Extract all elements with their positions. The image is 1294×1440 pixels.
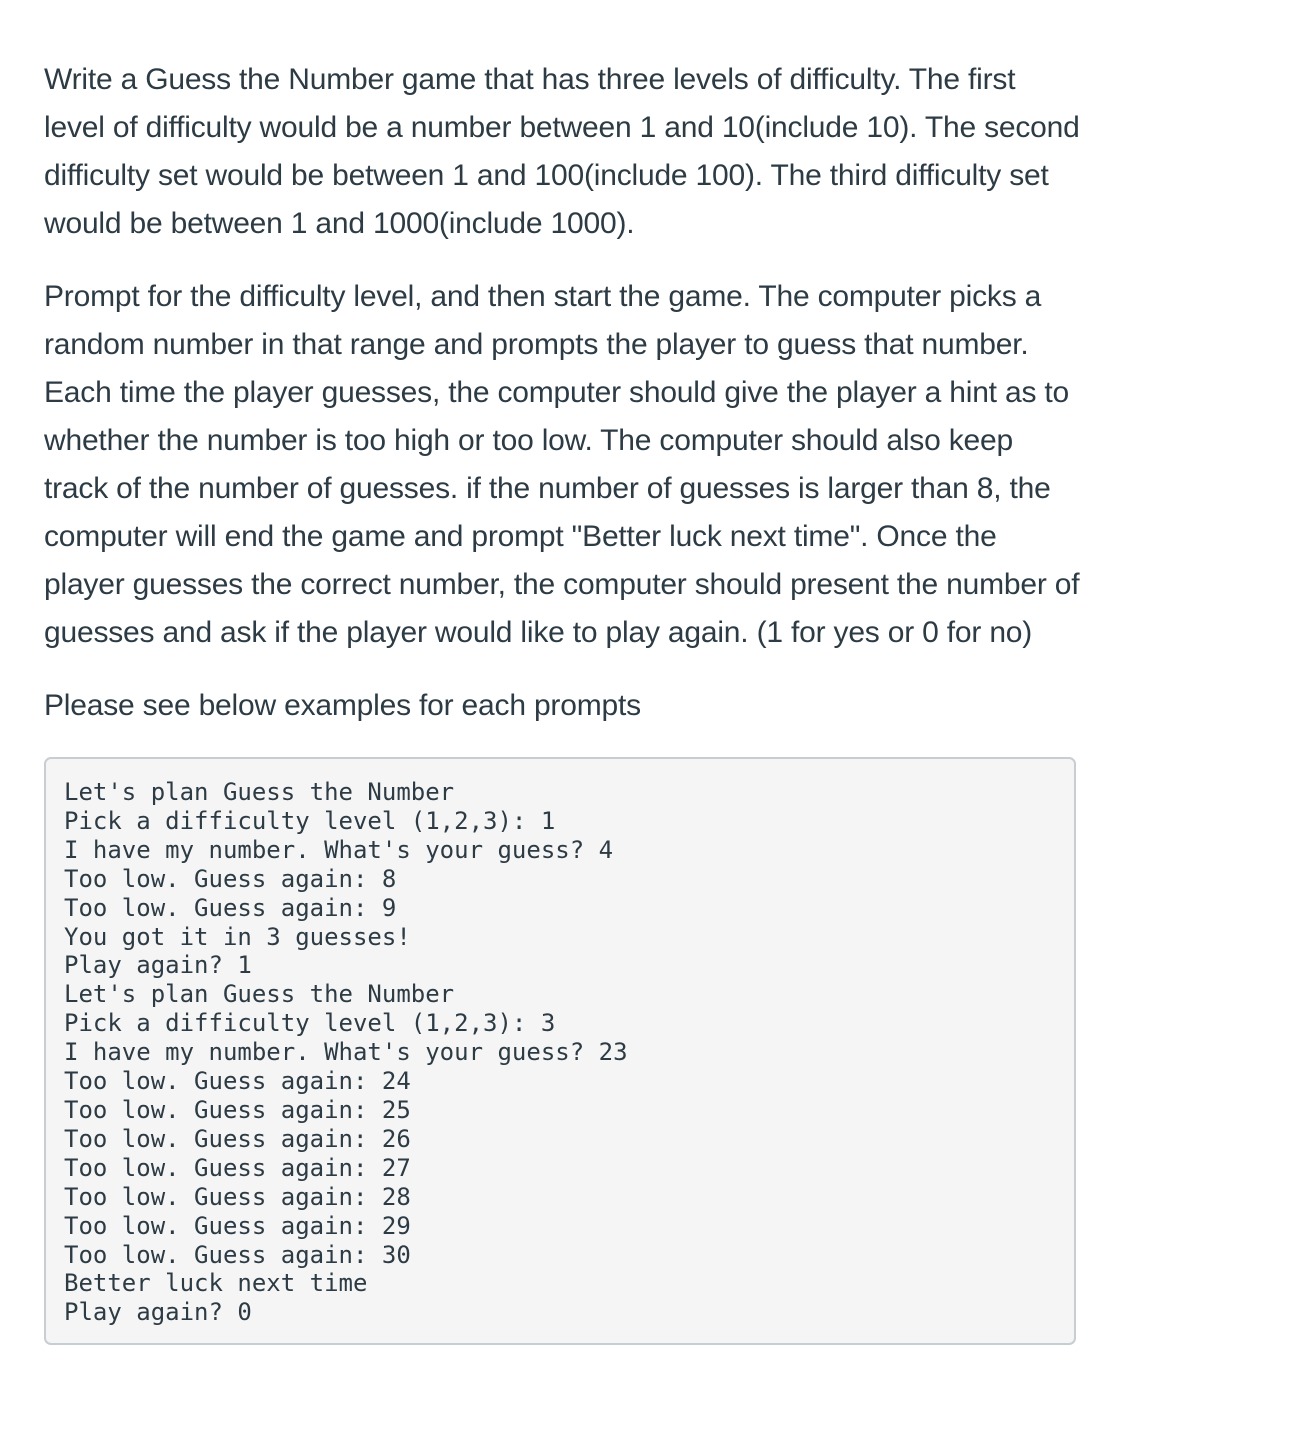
code-line: Better luck next time — [64, 1269, 368, 1298]
code-line: Play again? 1 — [64, 951, 252, 980]
code-line: Let's plan Guess the Number — [64, 980, 455, 1009]
code-line: Pick a difficulty level (1,2,3): 3 — [64, 1009, 556, 1038]
intro-paragraph: Write a Guess the Number game that has three levels of difficulty. The first level of difficulty would be a number between 1 and 10(include 10). The second difficulty set would be between 1 and 100(include 100). The third difficulty set would be between 1 and 1000(include 1000). — [44, 63, 1080, 240]
code-line: Too low. Guess again: 26 — [64, 1124, 411, 1153]
code-line: You got it in 3 guesses! — [64, 922, 411, 951]
code-line: Pick a difficulty level (1,2,3): 1 — [64, 806, 556, 835]
code-line: Too low. Guess again: 30 — [64, 1240, 411, 1269]
code-line: Too low. Guess again: 25 — [64, 1095, 411, 1124]
code-line: Too low. Guess again: 29 — [64, 1211, 411, 1240]
assignment-description — [44, 56, 1084, 1345]
code-line: Too low. Guess again: 8 — [64, 864, 397, 893]
code-line: Too low. Guess again: 24 — [64, 1067, 411, 1096]
examples-intro: Please see below examples for each prompts — [44, 689, 641, 722]
code-line: Too low. Guess again: 27 — [64, 1153, 411, 1182]
code-line: Too low. Guess again: 28 — [64, 1182, 411, 1211]
code-line: I have my number. What's your guess? 23 — [64, 1038, 628, 1067]
code-line: Let's plan Guess the Number — [64, 778, 455, 806]
code-line: I have my number. What's your guess? 4 — [64, 835, 614, 864]
code-line: Too low. Guess again: 9 — [64, 893, 397, 922]
example-output-block — [44, 757, 1076, 1345]
code-line: Play again? 0 — [64, 1298, 252, 1327]
requirements-paragraph: Prompt for the difficulty level, and then start the game. The computer picks a random number in that range and prompts the player to guess that number. Each time the player guesses, the computer should give the player a hint as to whether the number is too high or too low. The computer should also keep track of the number of guesses. if the number of guesses is larger than 8, the computer will end the game and prompt "Better luck next time". Once the player guesses the correct number, the computer should present the number of guesses and ask if the player would like to play again. (1 for yes or 0 for no) — [44, 280, 1080, 649]
